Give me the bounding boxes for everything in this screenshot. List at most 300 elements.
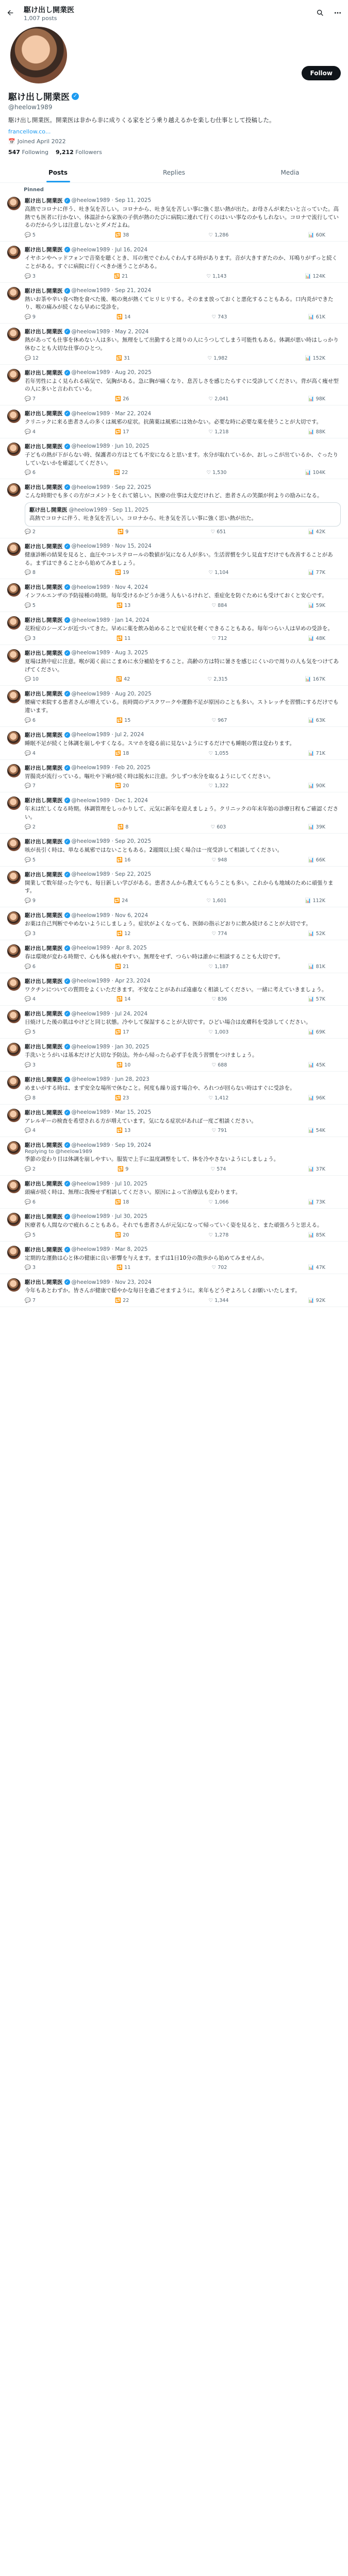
tweet-author-name[interactable]: 駆け出し開業医 <box>25 978 63 985</box>
like-button[interactable] <box>209 1029 229 1035</box>
retweet-icon: 🔁 <box>117 1062 123 1068</box>
reply-icon: 💬 <box>25 1298 31 1304</box>
tweet[interactable] <box>0 1006 348 1039</box>
tweet-avatar[interactable] <box>7 197 21 210</box>
tweet-avatar[interactable] <box>7 977 21 991</box>
tweet-author-name[interactable]: 駆け出し開業医 <box>25 1213 63 1220</box>
like-button[interactable] <box>212 1128 227 1133</box>
heart-icon: ♡ <box>210 529 216 535</box>
reply-button[interactable] <box>25 751 36 756</box>
tweet-author-name[interactable]: 駆け出し開業医 <box>25 584 63 591</box>
tweet-header <box>25 1180 341 1188</box>
tweet-avatar[interactable] <box>7 1213 21 1226</box>
tweet-avatar[interactable] <box>7 911 21 925</box>
action-count: 20 <box>123 1232 129 1238</box>
retweet-button[interactable] <box>114 274 128 279</box>
like-button[interactable] <box>209 1199 229 1205</box>
verified-icon: ✓ <box>64 198 70 204</box>
tweet-avatar[interactable] <box>7 1278 21 1292</box>
retweet-button[interactable] <box>115 1029 129 1035</box>
header-title-block <box>24 5 74 22</box>
action-count: 6 <box>32 717 36 723</box>
views-button[interactable] <box>308 429 325 435</box>
tweet[interactable] <box>0 1209 348 1242</box>
views-button[interactable] <box>308 1062 325 1068</box>
tweet-author-name[interactable]: 駆け出し開業医 <box>25 443 63 450</box>
tweet-handle-date: @heelow1989 · May 2, 2024 <box>71 328 149 335</box>
tweet-body <box>25 616 341 641</box>
reply-button[interactable] <box>25 1095 36 1101</box>
like-button[interactable] <box>209 232 229 238</box>
reply-icon: 💬 <box>25 783 31 789</box>
verified-icon: ✓ <box>64 370 70 376</box>
tweet-text: 高熱でコロナに伴う、吐き気を苦しい。コロナから、吐き気を苦しい事に強く思い熱が出た。お母さんが来たいと言っていた。高熱でも医者に行かない、体温計から家族の子供が熱のたびに病院に連れて行くのはいい事なのかもしれない。コロナで流行しているのだから少しは注意しないとダメだよね。 <box>25 206 339 229</box>
tweet-header <box>25 483 341 491</box>
tweet-actions <box>25 1128 341 1133</box>
like-button[interactable] <box>207 898 227 904</box>
like-button[interactable] <box>207 274 227 279</box>
tweet-actions <box>25 570 341 575</box>
like-button[interactable] <box>209 570 229 575</box>
follow-button[interactable]: Follow <box>302 66 341 80</box>
tweet-avatar[interactable] <box>7 287 21 300</box>
tweet[interactable] <box>0 579 348 612</box>
like-button[interactable] <box>212 1265 227 1270</box>
tweet-handle-date: @heelow1989 · Sep 19, 2024 <box>71 1142 152 1148</box>
tweet-author-name[interactable]: 駆け出し開業医 <box>25 1246 63 1253</box>
views-button[interactable] <box>308 636 325 641</box>
reply-button[interactable] <box>25 1265 36 1270</box>
tweet-text: 若年男性によく見られる病気で、気胸がある。急に胸が痛くなり、息苦しさを感じたらすぐに受診してください。背が高く痩せ型の人に多いと言われている。 <box>25 378 339 393</box>
reply-button[interactable] <box>25 1298 36 1303</box>
quoted-tweet[interactable] <box>25 502 341 527</box>
action-count: 66K <box>316 857 325 863</box>
tweet-handle-date: @heelow1989 · Mar 8, 2025 <box>71 1246 148 1253</box>
tweet[interactable] <box>0 686 348 727</box>
like-button[interactable] <box>212 996 227 1002</box>
reply-button[interactable] <box>25 996 36 1002</box>
views-button[interactable] <box>308 751 325 756</box>
tweet-author-name[interactable]: 駆け出し開業医 <box>25 1011 63 1018</box>
tweet-avatar[interactable] <box>7 328 21 341</box>
action-count: 3 <box>32 273 36 279</box>
reply-button[interactable] <box>25 1062 36 1068</box>
retweet-button[interactable] <box>117 996 130 1002</box>
action-count: 152K <box>312 355 325 361</box>
tweet-author-name[interactable]: 駆け出し開業医 <box>25 1044 63 1050</box>
like-button[interactable] <box>212 603 227 608</box>
action-count: 112K <box>312 898 325 904</box>
tweet[interactable] <box>0 834 348 867</box>
views-button[interactable] <box>308 603 325 608</box>
tweet-author-name[interactable]: 駆け出し開業医 <box>25 369 63 376</box>
tweet[interactable] <box>0 612 348 645</box>
tweet-handle-date: @heelow1989 · Nov 6, 2024 <box>71 912 148 919</box>
views-button[interactable] <box>305 676 325 682</box>
views-icon: 📊 <box>308 750 314 756</box>
tweet-author-name[interactable]: 駆け出し開業医 <box>25 1076 63 1083</box>
like-button[interactable] <box>211 529 226 535</box>
retweet-button[interactable] <box>117 636 130 641</box>
retweet-button[interactable] <box>118 824 128 830</box>
tab-posts[interactable]: Posts <box>0 163 116 182</box>
reply-button[interactable] <box>25 529 36 535</box>
tweet-avatar[interactable] <box>7 764 21 777</box>
tweet-handle-date: @heelow1989 · Apr 23, 2024 <box>71 978 151 985</box>
reply-button[interactable] <box>25 1166 36 1172</box>
tweet-avatar[interactable] <box>7 1076 21 1089</box>
tweet-avatar[interactable] <box>7 1109 21 1122</box>
views-icon: 📊 <box>308 1062 314 1068</box>
tweet[interactable] <box>0 727 348 760</box>
heart-icon: ♡ <box>208 1232 213 1238</box>
views-button[interactable] <box>308 1095 325 1101</box>
retweet-button[interactable] <box>115 232 129 238</box>
reply-button[interactable] <box>25 314 36 320</box>
heart-icon: ♡ <box>211 930 217 937</box>
heart-icon: ♡ <box>208 1199 213 1205</box>
views-button[interactable] <box>308 931 325 937</box>
retweet-button[interactable] <box>115 396 129 402</box>
action-count: 1,003 <box>214 1029 229 1036</box>
views-button[interactable] <box>308 396 325 402</box>
tweet-header <box>25 871 341 878</box>
retweet-button[interactable] <box>118 1166 128 1172</box>
verified-icon: ✓ <box>64 247 70 252</box>
like-button[interactable] <box>209 783 229 789</box>
action-count: 42 <box>124 676 130 683</box>
reply-button[interactable] <box>25 274 36 279</box>
tweet[interactable] <box>0 1137 348 1176</box>
like-button[interactable] <box>212 857 227 863</box>
like-button[interactable] <box>212 636 227 641</box>
views-button[interactable] <box>308 232 325 238</box>
views-button[interactable] <box>305 274 325 279</box>
views-button[interactable] <box>308 529 325 535</box>
reply-button[interactable] <box>25 603 36 608</box>
like-button[interactable] <box>212 314 227 320</box>
reply-button[interactable] <box>25 718 36 723</box>
retweet-button[interactable] <box>117 931 130 937</box>
search-icon[interactable] <box>316 9 324 17</box>
tweet-header <box>25 911 341 919</box>
reply-button[interactable] <box>25 232 36 238</box>
tweet[interactable] <box>0 405 348 438</box>
like-button[interactable] <box>212 931 227 937</box>
tweet-author-name[interactable]: 駆け出し開業医 <box>25 945 63 952</box>
retweet-button[interactable] <box>116 355 130 361</box>
tweet[interactable] <box>0 324 348 365</box>
retweet-button[interactable] <box>115 1095 129 1101</box>
like-button[interactable] <box>212 718 227 723</box>
tweet[interactable] <box>0 438 348 480</box>
tweet-avatar[interactable] <box>7 483 21 497</box>
tweet-author-name[interactable]: 駆け出し開業医 <box>25 691 63 698</box>
views-button[interactable] <box>308 996 325 1002</box>
reply-button[interactable] <box>25 931 36 937</box>
tab-replies[interactable]: Replies <box>162 168 186 176</box>
retweet-button[interactable] <box>114 898 128 904</box>
retweet-button[interactable] <box>116 676 130 682</box>
tweet-author-name[interactable]: 駆け出し開業医 <box>25 1181 63 1188</box>
tweet-header <box>25 1076 341 1083</box>
like-button[interactable] <box>208 676 228 682</box>
views-button[interactable] <box>308 1265 325 1270</box>
views-button[interactable] <box>305 470 325 476</box>
tweet[interactable] <box>0 867 348 908</box>
heart-icon: ♡ <box>208 963 213 970</box>
verified-icon: ✓ <box>64 1181 70 1187</box>
tweet-avatar[interactable] <box>7 616 21 630</box>
reply-button[interactable] <box>25 470 36 476</box>
tweet-author-name[interactable]: 駆け出し開業医 <box>25 912 63 919</box>
views-button[interactable] <box>308 964 325 970</box>
more-options-icon[interactable] <box>334 9 342 17</box>
tweet-author-name[interactable]: 駆け出し開業医 <box>25 1279 63 1286</box>
tweet-actions <box>25 1062 341 1068</box>
retweet-button[interactable] <box>115 1199 129 1205</box>
action-count: 17 <box>123 429 129 435</box>
tweet-text: 手洗いとうがいは基本だけど大切な予防法。外から帰ったら必ず手を洗う習慣をつけましょう。 <box>25 1052 258 1059</box>
views-icon: 📊 <box>308 1095 314 1101</box>
like-button[interactable] <box>209 1232 229 1238</box>
tweet-avatar[interactable] <box>7 246 21 259</box>
tweet-avatar[interactable] <box>7 1010 21 1023</box>
tweet[interactable] <box>0 479 348 538</box>
like-button[interactable] <box>209 429 229 435</box>
retweet-button[interactable] <box>115 429 129 435</box>
action-count: 7 <box>32 1298 36 1304</box>
action-count: 6 <box>32 1199 36 1205</box>
following-stat[interactable] <box>8 149 48 156</box>
tweet-author-name[interactable]: 駆け出し開業医 <box>25 765 63 771</box>
retweet-button[interactable] <box>117 1265 130 1270</box>
retweet-button[interactable] <box>118 529 128 535</box>
tweet-author-name[interactable]: 駆け出し開業医 <box>25 543 63 550</box>
reply-button[interactable] <box>25 676 39 682</box>
like-button[interactable] <box>211 1166 226 1172</box>
views-button[interactable] <box>308 1298 325 1303</box>
tweet[interactable] <box>0 1242 348 1275</box>
tweet-author-name[interactable]: 駆け出し開業医 <box>25 871 63 878</box>
tweet[interactable] <box>0 283 348 324</box>
reply-button[interactable] <box>25 964 36 970</box>
tweet-avatar[interactable] <box>7 838 21 851</box>
retweet-button[interactable] <box>115 570 129 575</box>
reply-button[interactable] <box>25 1232 36 1238</box>
retweet-button[interactable] <box>114 470 128 476</box>
views-button[interactable] <box>308 1199 325 1205</box>
tweet-author-name[interactable]: 駆け出し開業医 <box>25 1142 63 1149</box>
tweet-avatar[interactable] <box>7 410 21 423</box>
like-button[interactable] <box>209 964 229 970</box>
action-count: 5 <box>32 232 36 239</box>
verified-icon: ✓ <box>72 93 79 100</box>
action-count: 11 <box>124 635 131 641</box>
tweet-avatar[interactable] <box>7 1246 21 1259</box>
tweet[interactable] <box>0 193 348 242</box>
retweet-button[interactable] <box>115 964 129 970</box>
views-icon: 📊 <box>308 1166 314 1173</box>
heart-icon: ♡ <box>208 396 213 402</box>
views-button[interactable] <box>305 355 325 361</box>
tweet-body <box>25 1043 341 1068</box>
tweet-author-name[interactable]: 駆け出し開業医 <box>25 411 63 417</box>
reply-button[interactable] <box>25 355 39 361</box>
tweet[interactable] <box>0 1072 348 1105</box>
back-arrow-icon[interactable] <box>6 9 14 17</box>
tweet[interactable] <box>0 1176 348 1209</box>
views-button[interactable] <box>305 898 325 904</box>
views-button[interactable] <box>308 1232 325 1238</box>
reply-button[interactable] <box>25 1029 36 1035</box>
reply-button[interactable] <box>25 396 36 402</box>
like-button[interactable] <box>209 396 229 402</box>
tweet[interactable] <box>0 1105 348 1138</box>
tweet-author-name[interactable]: 駆け出し開業医 <box>25 1109 63 1116</box>
verified-icon: ✓ <box>64 411 70 416</box>
tweet-avatar[interactable] <box>7 690 21 703</box>
heart-icon: ♡ <box>211 1128 217 1134</box>
action-count: 17 <box>123 1029 129 1036</box>
tab-media[interactable]: Media <box>280 168 300 176</box>
action-count: 3 <box>32 635 36 641</box>
reply-button[interactable] <box>25 1128 36 1133</box>
tweet-author-name[interactable]: 駆け出し開業医 <box>25 838 63 845</box>
tweet-author-name[interactable]: 駆け出し開業医 <box>25 732 63 738</box>
tweet[interactable] <box>0 907 348 940</box>
heart-icon: ♡ <box>208 1029 213 1036</box>
tweet-header <box>25 1043 341 1050</box>
tweet-author-name[interactable]: 駆け出し開業医 <box>25 247 63 253</box>
retweet-button[interactable] <box>117 857 130 863</box>
views-button[interactable] <box>308 783 325 789</box>
like-button[interactable] <box>209 751 229 756</box>
tweet-author-name[interactable]: 駆け出し開業医 <box>25 329 63 335</box>
like-button[interactable] <box>209 1298 229 1303</box>
tweet-avatar[interactable] <box>7 731 21 744</box>
reply-button[interactable] <box>25 636 36 641</box>
tweet-avatar[interactable] <box>7 796 21 810</box>
views-button[interactable] <box>308 1128 325 1133</box>
reply-icon: 💬 <box>25 824 31 830</box>
tweet-avatar[interactable] <box>7 871 21 884</box>
tweet-author-name[interactable]: 駆け出し開業医 <box>25 197 63 204</box>
verified-icon: ✓ <box>64 1142 70 1148</box>
retweet-button[interactable] <box>115 783 129 789</box>
retweet-button[interactable] <box>117 718 130 723</box>
like-button[interactable] <box>207 470 227 476</box>
views-icon: 📊 <box>308 1029 314 1036</box>
reply-button[interactable] <box>25 857 36 863</box>
tweet-body <box>25 649 341 683</box>
views-button[interactable] <box>308 857 325 863</box>
tweet[interactable] <box>0 940 348 973</box>
action-count: 14 <box>124 314 131 320</box>
like-button[interactable] <box>209 1095 229 1101</box>
tweet-author-name[interactable]: 駆け出し開業医 <box>25 484 63 491</box>
tweet[interactable] <box>0 645 348 686</box>
like-button[interactable] <box>208 355 228 361</box>
tweet-handle-date: @heelow1989 · Sep 21, 2024 <box>71 287 152 294</box>
reply-button[interactable] <box>25 429 36 435</box>
tweet[interactable] <box>0 538 348 580</box>
retweet-button[interactable] <box>117 1062 130 1068</box>
action-count: 1,055 <box>214 750 229 756</box>
quoted-handle-date: @heelow1989 · Sep 11, 2025 <box>69 506 149 513</box>
profile-link[interactable]: francellow.co... <box>8 128 51 135</box>
views-button[interactable] <box>308 1029 325 1035</box>
tweet[interactable] <box>0 760 348 793</box>
tweet-author-name[interactable]: 駆け出し開業医 <box>25 617 63 624</box>
tweet-avatar[interactable] <box>7 443 21 456</box>
profile-avatar[interactable] <box>8 25 69 86</box>
retweet-icon: 🔁 <box>116 676 123 683</box>
retweet-button[interactable] <box>115 1232 129 1238</box>
retweet-button[interactable] <box>115 751 129 756</box>
action-count: 12 <box>124 930 131 937</box>
tweet[interactable] <box>0 242 348 283</box>
tweet[interactable] <box>0 1039 348 1072</box>
retweet-button[interactable] <box>117 603 130 608</box>
views-button[interactable] <box>308 718 325 723</box>
tweet-author-name[interactable]: 駆け出し開業医 <box>25 798 63 804</box>
retweet-icon: 🔁 <box>118 1166 124 1173</box>
heart-icon: ♡ <box>211 717 217 723</box>
reply-button[interactable] <box>25 824 36 830</box>
reply-button[interactable] <box>25 570 36 575</box>
action-count: 69K <box>316 1029 325 1036</box>
tweet-avatar[interactable] <box>7 583 21 597</box>
tweet[interactable] <box>0 973 348 1006</box>
like-button[interactable] <box>211 824 226 830</box>
views-button[interactable] <box>308 824 325 830</box>
tweet-author-name[interactable]: 駆け出し開業医 <box>25 287 63 294</box>
action-count: 948 <box>218 857 227 863</box>
top-bar <box>0 0 348 26</box>
tweet-avatar[interactable] <box>7 543 21 556</box>
views-button[interactable] <box>308 570 325 575</box>
tweet[interactable] <box>0 792 348 834</box>
tweet-body <box>25 764 341 789</box>
tweet[interactable] <box>0 1274 348 1307</box>
retweet-button[interactable] <box>117 1128 130 1133</box>
action-count: 13 <box>124 1128 131 1134</box>
reply-icon: 💬 <box>25 273 31 279</box>
retweet-button[interactable] <box>115 1298 129 1303</box>
tweet-avatar[interactable] <box>7 1180 21 1193</box>
views-button[interactable] <box>308 1166 325 1172</box>
tweet-avatar[interactable] <box>7 1043 21 1056</box>
views-icon: 📊 <box>308 635 314 641</box>
header-name: 駆け出し開業医 <box>24 6 74 14</box>
reply-button[interactable] <box>25 898 36 904</box>
tweet-avatar[interactable] <box>7 649 21 663</box>
views-icon: 📊 <box>308 996 314 1003</box>
views-button[interactable] <box>308 314 325 320</box>
tweet-author-name[interactable]: 駆け出し開業医 <box>25 650 63 656</box>
tweet-body <box>25 483 341 535</box>
followers-stat[interactable] <box>56 149 102 156</box>
tweet-avatar[interactable] <box>7 1141 21 1155</box>
tweet-avatar[interactable] <box>7 369 21 382</box>
like-button[interactable] <box>212 1062 227 1068</box>
tweet[interactable] <box>0 365 348 406</box>
retweet-button[interactable] <box>117 314 130 320</box>
reply-button[interactable] <box>25 1199 36 1205</box>
reply-button[interactable] <box>25 783 36 789</box>
tweet-avatar[interactable] <box>7 944 21 958</box>
